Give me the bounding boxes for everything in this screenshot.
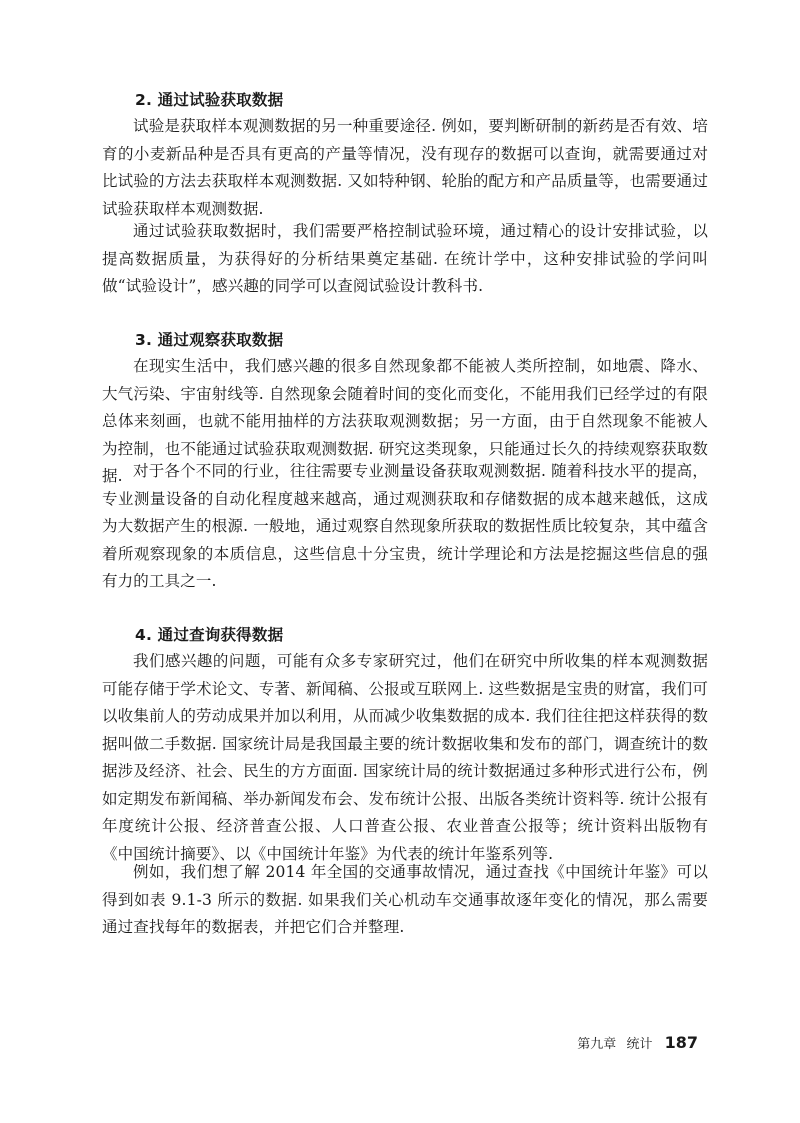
paragraph-query-secondhand: 我们感兴趣的问题，可能有众多专家研究过，他们在研究中所收集的样本观测数据可能存储于学术论文、专著、新闻稿、公报或互联网上. 这些数据是宝贵的财富，我们可以收集前人的劳动成果并加以利用，从而减少收集数据的成本. 我们往往把这样获得的数据叫做二手数据. 国家统计局是我国最主要的统计数据收集和发布的部门，调查统计的数据涉及经济、社会、民生的方方面面. 国家统计局的统计数据通过多种形式进行公布，例如定期发布新闻稿、举办新闻发布会、发布统计公报、出版各类统计资料等. 统计公报有年度统计公报、经济普查公报、人口普查公报、农业普查公报等；统计资料出版物有《中国统计摘要》、以《中国统计年鉴》为代表的统计年鉴系列等.	[102, 652, 708, 863]
paragraph-observation-nature: 在现实生活中，我们感兴趣的很多自然现象都不能被人类所控制，如地震、降水、大气污染、宇宙射线等. 自然现象会随着时间的变化而变化，不能用我们已经学过的有限总体来刻画，也就不能用抽样的方法获取观测数据；另一方面，由于自然现象不能被人为控制，也不能通过试验获取观测数据. 研究这类现象，只能通过长久的持续观察获取数据.	[102, 357, 708, 485]
paragraph-experiment-design: 通过试验获取数据时，我们需要严格控制试验环境，通过精心的设计安排试验，以提高数据质量，为获得好的分析结果奠定基础. 在统计学中，这种安排试验的学问叫做“试验设计”，感兴趣的同学可以查阅试验设计教科书.	[102, 222, 708, 295]
section-heading-query: 4. 通过查询获得数据	[135, 626, 284, 644]
section-heading-experiment: 2. 通过试验获取数据	[135, 91, 284, 109]
section-heading-observation: 3. 通过观察获取数据	[135, 331, 284, 349]
paragraph-experiment-intro: 试验是获取样本观测数据的另一种重要途径. 例如，要判断研制的新药是否有效、培育的小麦新品种是否具有更高的产量等情况，没有现存的数据可以查询，就需要通过对比试验的方法去获取样本观测数据. 又如特种钢、轮胎的配方和产品质量等，也需要通过试验获取样本观测数据.	[102, 117, 708, 218]
paragraph-observation-equipment: 对于各个不同的行业，往往需要专业测量设备获取观测数据. 随着科技水平的提高，专业测量设备的自动化程度越来越高，通过观测获取和存储数据的成本越来越低，这成为大数据产生的根源. 一般地，通过观察自然现象所获取的数据性质比较复杂，其中蕴含着所观察现象的本质信息，这些信息十分宝贵，统计学理论和方法是挖掘这些信息的强有力的工具之一.	[102, 462, 708, 590]
page-footer	[577, 1034, 698, 1054]
page-number: 187	[664, 1033, 698, 1052]
footer-section: 统计	[626, 1037, 653, 1052]
footer-chapter: 第九章	[577, 1037, 617, 1052]
paragraph-query-example: 例如，我们想了解 2014 年全国的交通事故情况，通过查找《中国统计年鉴》可以得到如表 9.1-3 所示的数据. 如果我们关心机动车交通事故逐年变化的情况，那么需要通过查找每年的数据表，并把它们合并整理.	[102, 863, 708, 936]
